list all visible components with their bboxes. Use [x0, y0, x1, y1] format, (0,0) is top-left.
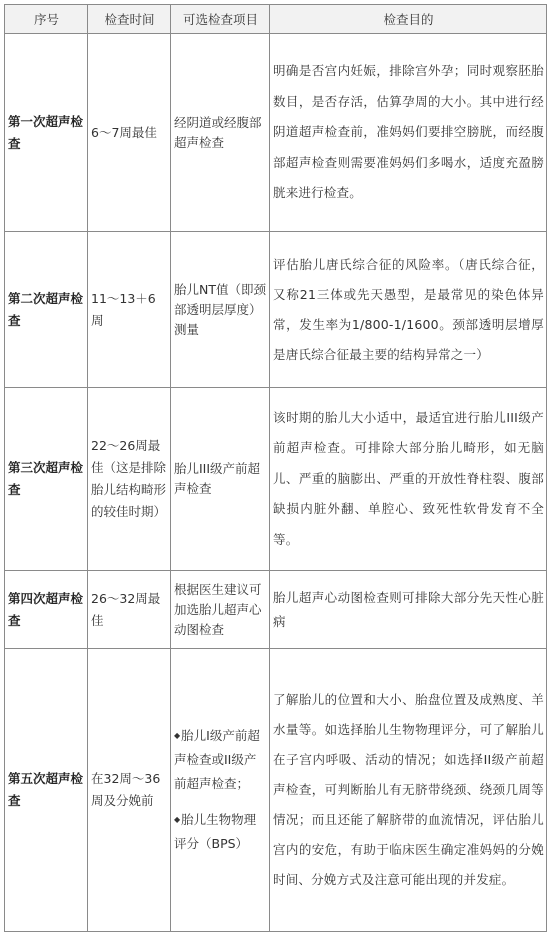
table-row: [5, 649, 547, 932]
table-row: [5, 232, 547, 388]
row-purpose: 明确是否宫内妊娠，排除宫外孕；同时观察胚胎数目，是否存活，估算孕周的大小。其中进行经阴道超声检查前，准妈妈们要排空膀胱，而经腹部超声检查则需要准妈妈们多喝水，适度充盈膀胱来进行检查。: [270, 34, 547, 232]
ultrasound-schedule-table: [4, 4, 547, 932]
ultrasound-schedule-wrapper: [4, 4, 546, 930]
row-seq: 第三次超声检查: [5, 388, 88, 571]
header-purpose: 检查目的: [270, 5, 547, 34]
row-time: 26～32周最佳: [88, 571, 171, 649]
row-seq: 第一次超声检查: [5, 34, 88, 232]
row-seq: 第二次超声检查: [5, 232, 88, 388]
row-time: 22～26周最佳（这是排除胎儿结构畸形的较佳时期）: [88, 388, 171, 571]
row-item: 胎儿III级产前超声检查: [171, 388, 270, 571]
row-purpose: 评估胎儿唐氏综合征的风险率。（唐氏综合征，又称21三体或先天愚型，是最常见的染色体异常，发生率为1/800-1/1600。颈部透明层增厚是唐氏综合征最主要的结构异常之一）: [270, 232, 547, 388]
header-item: 可选检查项目: [171, 5, 270, 34]
table-row: [5, 571, 547, 649]
header-row: [5, 5, 547, 34]
row-purpose: 胎儿超声心动图检查则可排除大部分先天性心脏病: [270, 571, 547, 649]
item-option-a: [174, 724, 267, 796]
row-item: 胎儿NT值（即颈部透明层厚度）测量: [171, 232, 270, 388]
row-seq: 第四次超声检查: [5, 571, 88, 649]
table-row: [5, 34, 547, 232]
diamond-bullet-icon: ◆: [174, 731, 181, 740]
item-option-b-text: 胎儿生物物理评分（BPS）: [174, 812, 257, 851]
row-purpose: 了解胎儿的位置和大小、胎盘位置及成熟度、羊水量等。如选择胎儿生物物理评分，可了解胎儿在子宫内呼吸、活动的情况；如选择II级产前超声检查，可判断胎儿有无脐带绕颈、绕颈几周等情况；而且还能了解脐带的血流情况，评估胎儿宫内的安危，有助于临床医生确定准妈妈的分娩时间、分娩方式及注意可能出现的并发症。: [270, 649, 547, 932]
row-time: 11～13＋6周: [88, 232, 171, 388]
item-option-a-text: 胎儿I级产前超声检查或II级产前超声检查；: [174, 728, 260, 791]
row-item: 根据医生建议可加选胎儿超声心动图检查: [171, 571, 270, 649]
row-time: 6～7周最佳: [88, 34, 171, 232]
row-seq: 第五次超声检查: [5, 649, 88, 932]
header-seq: 序号: [5, 5, 88, 34]
row-time: 在32周～36周及分娩前: [88, 649, 171, 932]
item-option-b: [174, 808, 267, 856]
row-purpose: 该时期的胎儿大小适中，最适宜进行胎儿III级产前超声检查。可排除大部分胎儿畸形，如无脑儿、严重的脑膨出、严重的开放性脊柱裂、腹部缺损内脏外翻、单腔心、致死性软骨发育不全等。: [270, 388, 547, 571]
diamond-bullet-icon: ◆: [174, 815, 181, 824]
table-row: [5, 388, 547, 571]
row-item: [171, 649, 270, 932]
row-item: 经阴道或经腹部超声检查: [171, 34, 270, 232]
header-time: 检查时间: [88, 5, 171, 34]
